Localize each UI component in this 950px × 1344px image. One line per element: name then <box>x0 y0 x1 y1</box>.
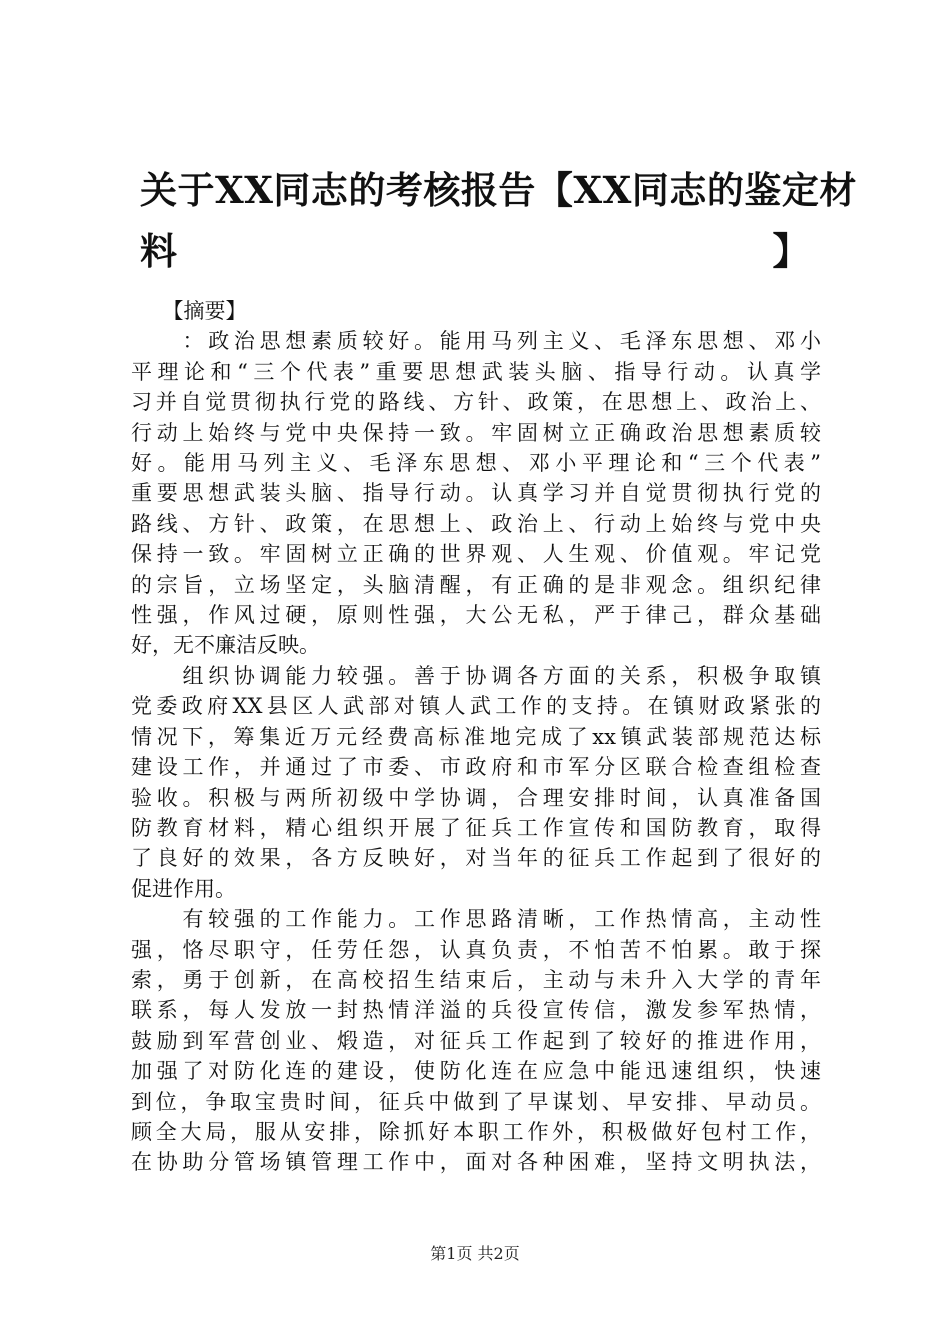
body-line: 性强，作风过硬，原则性强，大公无私，严于律己，群众基础 <box>131 603 821 628</box>
body-line: 建设工作，并通过了市委、市政府和市军分区联合检查组检查 <box>131 755 821 780</box>
body-line: 平理论和“三个代表”重要思想武装头脑、指导行动。认真学 <box>131 359 821 384</box>
body-line: 鼓励到军营创业、煅造，对征兵工作起到了较好的推进作用， <box>131 1028 821 1053</box>
body-line: 加强了对防化连的建设，使防化连在应急中能迅速组织，快速 <box>131 1059 821 1084</box>
body-line: 情况下，筹集近万元经费高标准地完成了xx镇武装部规范达标 <box>131 724 821 749</box>
body-line: 的宗旨，立场坚定，头脑清醒，有正确的是非观念。组织纪律 <box>131 572 821 597</box>
body-line: 强，恪尽职守，任劳任怨，认真负责，不怕苦不怕累。敢于探 <box>131 937 821 962</box>
body-line: 行动上始终与党中央保持一致。牢固树立正确政治思想素质较 <box>131 420 821 445</box>
body-line: ：政治思想素质较好。能用马列主义、毛泽东思想、邓小 <box>131 329 821 354</box>
document-title <box>140 160 857 282</box>
body-line: 好，无不廉洁反映。 <box>131 633 320 658</box>
body-line: 索，勇于创新，在高校招生结束后，主动与未升入大学的青年 <box>131 967 821 992</box>
body-line: 组织协调能力较强。善于协调各方面的关系，积极争取镇 <box>131 663 821 688</box>
body-line: 有较强的工作能力。工作思路清晰，工作热情高，主动性 <box>131 907 821 932</box>
document-body <box>131 296 821 1178</box>
title-line-2: 料】 <box>140 229 810 273</box>
body-line: 保持一致。牢固树立正确的世界观、人生观、价值观。牢记党 <box>131 542 821 567</box>
body-line: 防教育材料，精心组织开展了征兵工作宣传和国防教育，取得 <box>131 815 821 840</box>
body-line: 在协助分管场镇管理工作中，面对各种困难，坚持文明执法， <box>131 1150 821 1175</box>
page-footer: 第1页 共2页 <box>430 1244 520 1263</box>
abstract-heading: 【摘要】 <box>131 299 247 323</box>
body-line: 习并自觉贯彻执行党的路线、方针、政策，在思想上、政治上、 <box>131 390 821 415</box>
body-line: 党委政府XX县区人武部对镇人武工作的支持。在镇财政紧张的 <box>131 694 821 719</box>
body-line: 了良好的效果，各方反映好，对当年的征兵工作起到了很好的 <box>131 846 821 871</box>
body-line: 促进作用。 <box>131 876 236 901</box>
body-line: 重要思想武装头脑、指导行动。认真学习并自觉贯彻执行党的 <box>131 481 821 506</box>
body-line: 路线、方针、政策，在思想上、政治上、行动上始终与党中央 <box>131 511 821 536</box>
body-line: 联系，每人发放一封热情洋溢的兵役宣传信，激发参军热情， <box>131 998 821 1023</box>
body-line: 验收。积极与两所初级中学协调，合理安排时间，认真准备国 <box>131 785 821 810</box>
body-line: 到位，争取宝贵时间，征兵中做到了早谋划、早安排、早动员。 <box>131 1089 821 1114</box>
title-line-1: 关于XX同志的考核报告【XX同志的鉴定材 <box>140 168 857 212</box>
body-line: 好。能用马列主义、毛泽东思想、邓小平理论和“三个代表” <box>131 451 821 476</box>
body-line: 顾全大局，服从安排，除抓好本职工作外，积极做好包村工作， <box>131 1119 821 1144</box>
